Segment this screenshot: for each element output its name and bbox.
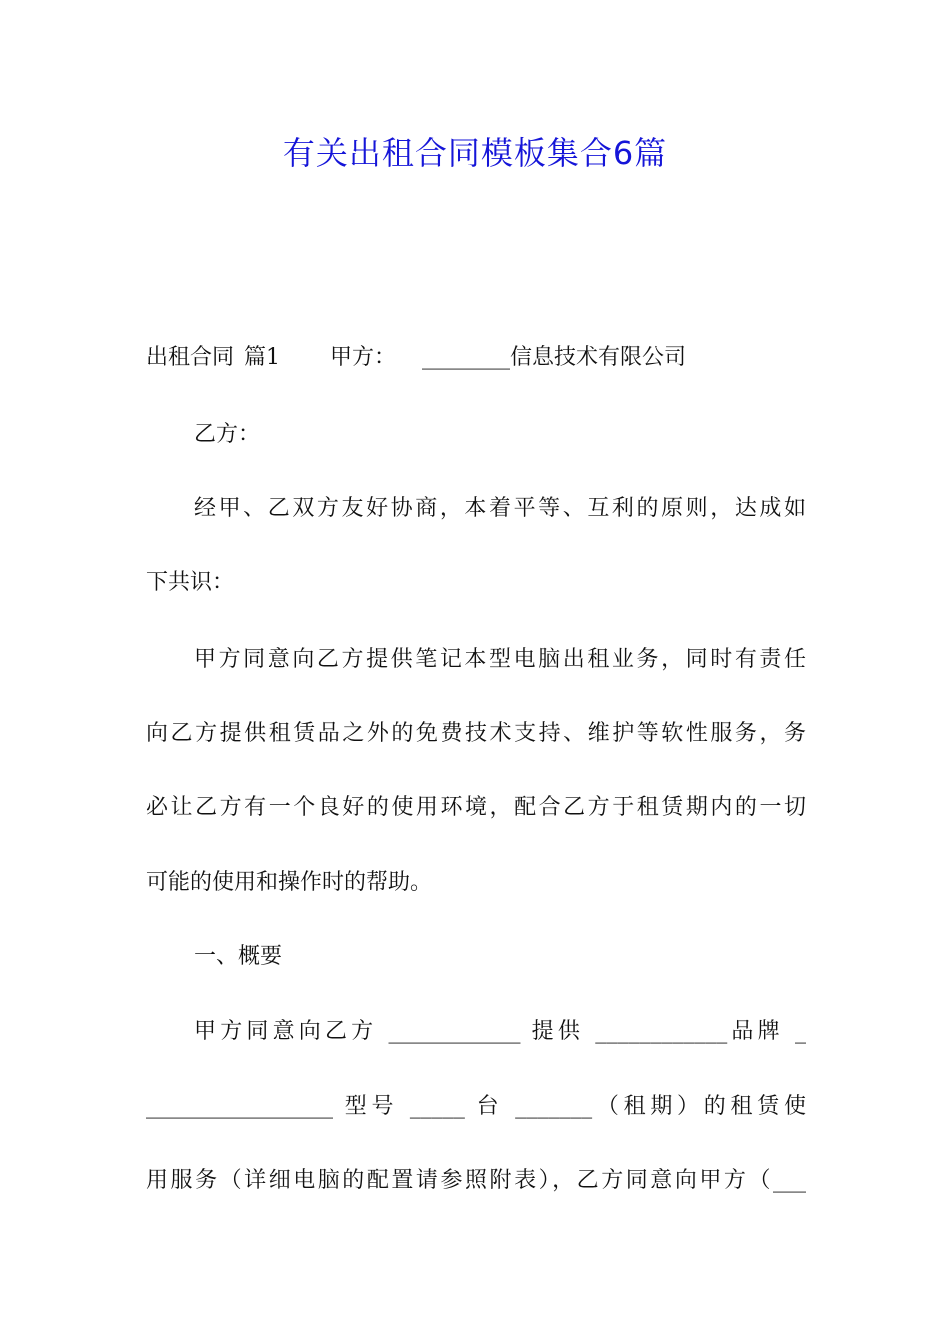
party-b-line: 乙方： — [194, 422, 261, 447]
paragraph-line: 甲方同意向乙方 ____________ 提供 ____________品牌 _ — [194, 1019, 806, 1044]
party-a-label: 甲方： — [330, 345, 397, 370]
paragraph-line: 向乙方提供租赁品之外的免费技术支持、维护等软性服务，务 — [146, 721, 806, 746]
paragraph-line: 用服务（详细电脑的配置请参照附表），乙方同意向甲方（___ — [146, 1168, 806, 1193]
paragraph-line: _________________ 型号 _____ 台 _______（租期）的租赁使 — [146, 1094, 806, 1119]
contract-label: 出租合同 — [146, 345, 235, 370]
paragraph-line: 必让乙方有一个良好的使用环境，配合乙方于租赁期内的一切 — [146, 795, 806, 820]
paragraph-line: 可能的使用和操作时的帮助。 — [146, 870, 433, 895]
paragraph-line: 下共识： — [146, 570, 235, 595]
party-a-line — [146, 343, 806, 373]
document-title: 有关出租合同模板集合6篇 — [282, 134, 668, 172]
paragraph-line: 经甲、乙双方友好协商，本着平等、互利的原则，达成如 — [194, 496, 806, 521]
contract-number: 篇1 — [244, 345, 281, 370]
paragraph-line: 甲方同意向乙方提供笔记本型电脑出租业务，同时有责任 — [194, 647, 806, 672]
section-heading: 一、概要 — [194, 944, 283, 969]
party-a-name: ________信息技术有限公司 — [422, 345, 687, 370]
